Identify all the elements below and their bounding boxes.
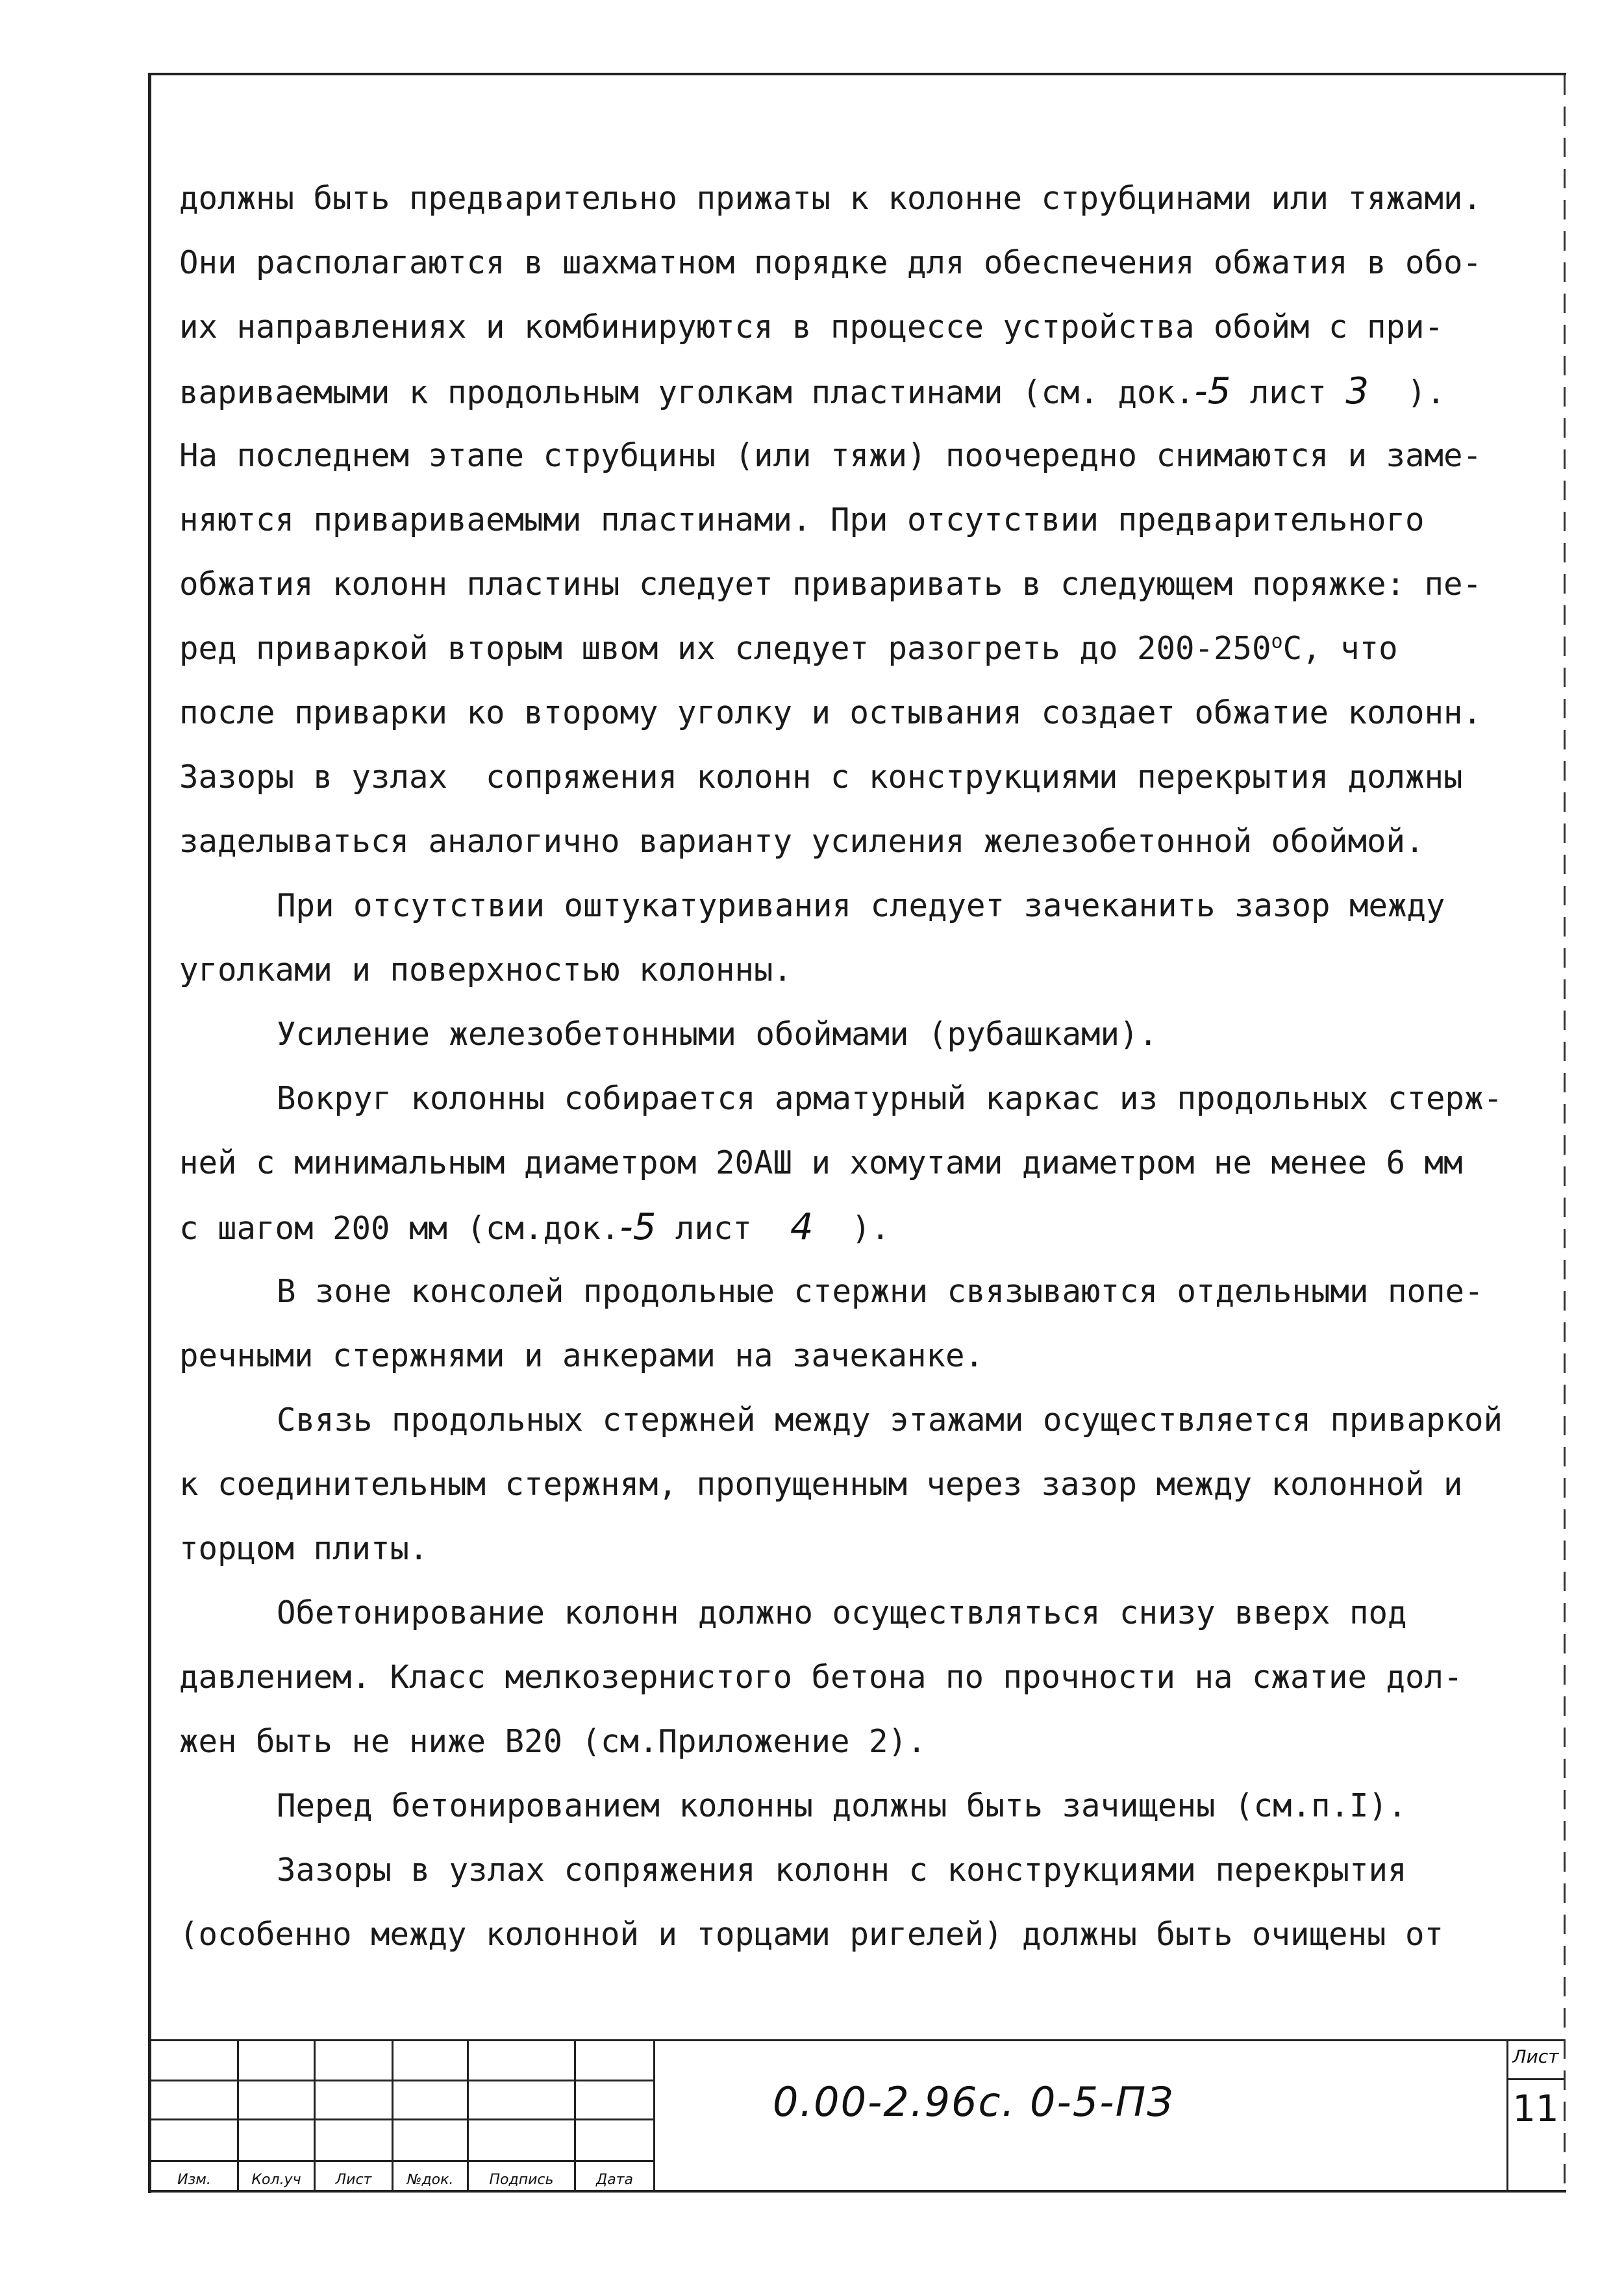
column-label-signature: Подпись	[489, 2172, 554, 2188]
title-block-row-line	[151, 2160, 655, 2162]
sheet-number: 11	[1512, 2088, 1559, 2130]
sheet-label: Лист	[1512, 2046, 1559, 2067]
text-line: торцом плиты.	[179, 1530, 429, 1567]
handwritten-sheet-number: 4	[790, 1206, 814, 1248]
paragraph-start: При отсутствии оштукатуривания следует зачеканить зазор между	[277, 887, 1445, 924]
text-line: должны быть предварительно прижаты к колонне струбцинами или тяжами.	[179, 180, 1482, 217]
title-block-top-line	[151, 2039, 1564, 2041]
text-line: их направлениях и комбинируются в процессе устройства обойм с при-	[179, 308, 1444, 346]
section-heading: Усиление железобетонными обоймами (рубашками).	[277, 1016, 1158, 1053]
paragraph-start: Связь продольных стержней между этажами осуществляется приваркой	[277, 1402, 1503, 1439]
paragraph-start: Перед бетонированием колонны должны быть зачищены (см.п.I).	[277, 1787, 1407, 1824]
text-fragment: С, что	[1282, 630, 1398, 667]
paragraph-start: Обетонирование колонн должно осуществляться снизу вверх под	[277, 1594, 1407, 1631]
text-line: (особенно между колонной и торцами ригелей) должны быть очищены от	[179, 1916, 1444, 1953]
paragraph-start: В зоне консолей продольные стержни связываются отдельными попе-	[277, 1273, 1484, 1310]
text-line: обжатия колонн пластины следует приваривать в следующем поряжке: пе-	[179, 566, 1482, 603]
text-line: няются привариваемыми пластинами. При отсутствии предварительного	[179, 501, 1425, 538]
text-line: речными стержнями и анкерами на зачеканке.	[179, 1337, 984, 1374]
text-fragment: ).	[813, 1210, 890, 1247]
text-line: Они располагаются в шахматном порядке для обеспечения обжатия в обо-	[179, 244, 1482, 281]
frame-right-border	[1564, 75, 1566, 2193]
text-line: после приварки ко второму уголку и остывания создает обжатие колонн.	[179, 694, 1482, 731]
frame-top-border	[148, 73, 1566, 75]
document-code: 0.00-2.96с. 0-5-ПЗ	[773, 2078, 1174, 2126]
text-fragment: лист	[1230, 374, 1346, 411]
text-fragment: лист	[656, 1210, 790, 1247]
paragraph-start: Зазоры в узлах сопряжения колонн с конструкциями перекрытия	[277, 1852, 1407, 1889]
title-block-col-line	[392, 2039, 394, 2190]
column-label-date: Дата	[596, 2172, 633, 2188]
title-block-col-line	[653, 2039, 655, 2190]
text-line: к соединительным стержням, пропущенным через зазор между колонной и	[179, 1466, 1463, 1503]
text-fragment: с шагом 200 мм (см.док.	[179, 1210, 620, 1247]
text-fragment: вариваемыми к продольным уголкам пластинами (см. док.	[179, 374, 1195, 411]
text-line: жен быть не ниже В20 (см.Приложение 2).	[179, 1723, 927, 1760]
text-line: давлением. Класс мелкозернистого бетона по прочности на сжатие дол-	[179, 1659, 1463, 1696]
text-line-with-temperature	[179, 616, 1556, 681]
handwritten-doc-number: -5	[619, 1206, 656, 1248]
title-block-row-line	[151, 2080, 655, 2081]
handwritten-sheet-number: 3	[1345, 370, 1369, 412]
text-line: Зазоры в узлах сопряжения колонн с конструкциями перекрытия должны	[179, 759, 1463, 796]
text-line: заделываться аналогично варианту усиления железобетонной обоймой.	[179, 823, 1425, 860]
paragraph-start: Вокруг колонны собирается арматурный каркас из продольных стерж-	[277, 1080, 1503, 1117]
handwritten-doc-number: -5	[1194, 370, 1231, 412]
frame-left-border	[148, 73, 151, 2193]
column-label-doc-number: №док.	[406, 2172, 454, 2188]
title-block-col-line	[237, 2039, 239, 2190]
degree-sign: о	[1271, 630, 1283, 653]
title-block-col-line	[314, 2039, 316, 2190]
title-block-sheet-divider	[1506, 2039, 1508, 2190]
title-block-col-line	[574, 2039, 576, 2190]
title-block-sheet-line	[1506, 2078, 1564, 2080]
text-fragment: ред приваркой вторым швом их следует разогреть до 200-250	[179, 630, 1271, 667]
title-block-row-line	[151, 2118, 655, 2120]
text-line-with-reference	[179, 1195, 1556, 1259]
column-label-sheet: Лист	[335, 2172, 372, 2188]
title-block-col-line	[467, 2039, 469, 2190]
column-label-count: Кол.уч	[251, 2172, 301, 2188]
text-line: На последнем этапе струбцины (или тяжи) поочередно снимаются и заме-	[179, 437, 1482, 474]
text-line: уголками и поверхностью колонны.	[179, 951, 793, 988]
text-line: ней с минимальным диаметром 20АШ и хомутами диаметром не менее 6 мм	[179, 1144, 1463, 1181]
text-fragment: ).	[1369, 374, 1446, 411]
column-label-change: Изм.	[177, 2172, 211, 2188]
text-line-with-reference	[179, 359, 1556, 423]
body-text	[179, 166, 1556, 1967]
